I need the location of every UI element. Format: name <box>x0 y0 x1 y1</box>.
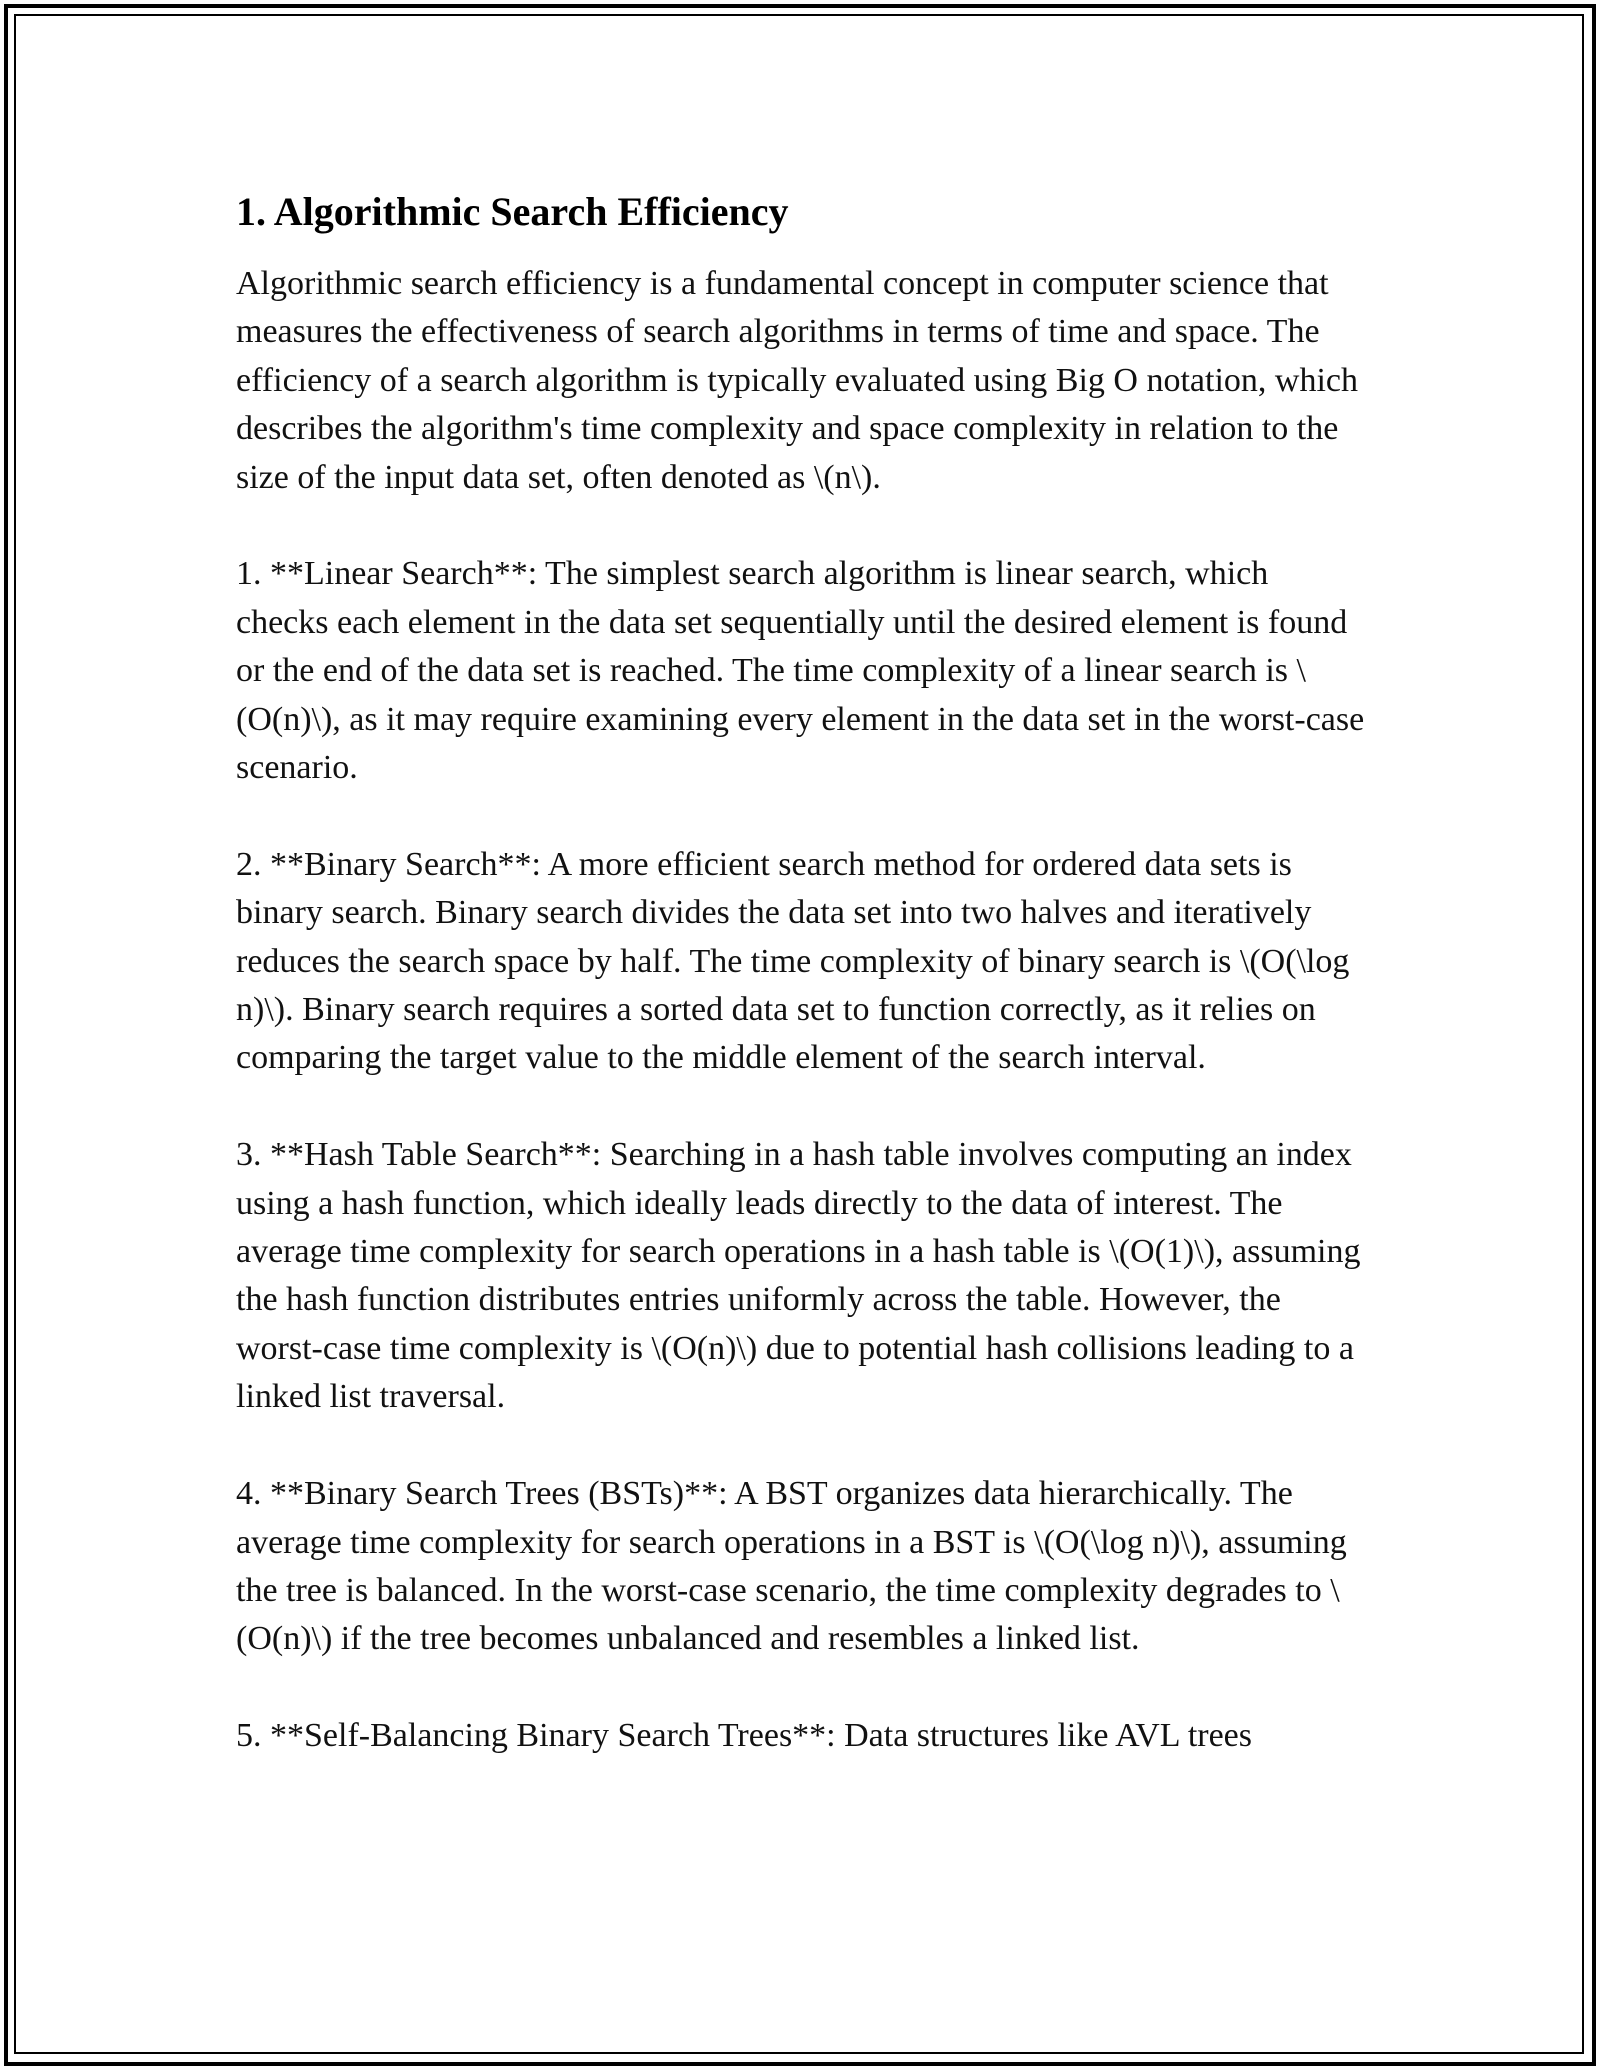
bst-paragraph: 4. **Binary Search Trees (BSTs)**: A BST organizes data hierarchically. The average time complexity for search operations in a BST is \(O(\log n)\), assuming the tree is balanced. In the worst-case scenario, the time complexity degrades to \(O(n)\) if the tree becomes unbalanced and resembles a linked list. <box>236 1475 1347 1658</box>
binary-search-paragraph: 2. **Binary Search**: A more efficient search method for ordered data sets is binary search. Binary search divides the data set into two halves and iteratively reduces the search space by half. The time complexity of binary search is \(O(\log n)\). Binary search requires a sorted data set to function correctly, as it relies on comparing the target value to the middle element of the search interval. <box>236 845 1350 1077</box>
section-heading: 1. Algorithmic Search Efficiency <box>236 189 789 234</box>
document-body <box>236 186 1366 1761</box>
linear-search-paragraph: 1. **Linear Search**: The simplest search algorithm is linear search, which checks each element in the data set sequentially until the desired element is found or the end of the data set is reached. The time complexity of a linear search is \(O(n)\), as it may require examining every element in the data set in the worst-case scenario. <box>236 555 1365 787</box>
intro-paragraph: Algorithmic search efficiency is a fundamental concept in computer science that measures the effectiveness of search algorithms in terms of time and space. The efficiency of a search algorithm is typically evaluated using Big O notation, which describes the algorithm's time complexity and space complexity in relation to the size of the input data set, often denoted as \(n\). <box>236 265 1358 496</box>
self-balancing-bst-paragraph: 5. **Self-Balancing Binary Search Trees**: Data structures like AVL trees <box>236 1717 1252 1755</box>
hash-table-search-paragraph: 3. **Hash Table Search**: Searching in a hash table involves computing an index using a hash function, which ideally leads directly to the data of interest. The average time complexity for search operations in a hash table is \(O(1)\), assuming the hash function distributes entries uniformly across the table. However, the worst-case time complexity is \(O(n)\) due to potential hash collisions leading to a linked list traversal. <box>236 1136 1361 1416</box>
